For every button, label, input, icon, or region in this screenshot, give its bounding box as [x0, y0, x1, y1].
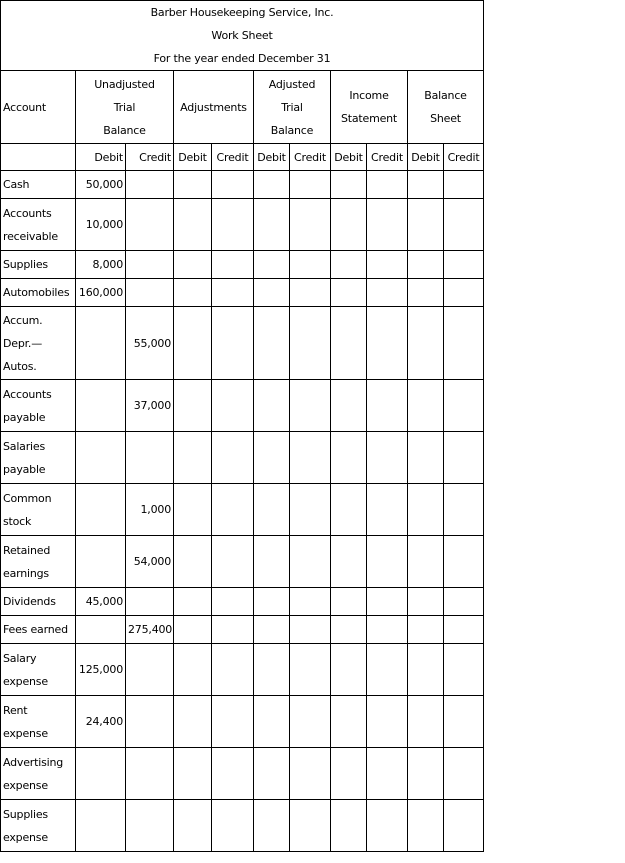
- account-name-line: Retained: [3, 543, 51, 557]
- empty-amount-cell: [212, 307, 254, 380]
- adjustments-header: Adjustments: [174, 71, 254, 144]
- empty-amount-cell: [212, 800, 254, 852]
- empty-amount-cell: [331, 588, 367, 616]
- table-row: [1, 279, 484, 307]
- empty-amount-cell: [331, 380, 367, 432]
- empty-amount-cell: [212, 644, 254, 696]
- empty-amount-cell: [331, 696, 367, 748]
- table-row: [1, 380, 484, 432]
- empty-amount-cell: [290, 616, 331, 644]
- unadjusted-debit-cell: [76, 800, 126, 852]
- empty-amount-cell: [290, 307, 331, 380]
- account-name-line: earnings: [3, 566, 49, 580]
- credit-header: Credit: [444, 144, 484, 171]
- table-row: [1, 800, 484, 852]
- empty-amount-cell: [254, 251, 290, 279]
- empty-amount-cell: [290, 199, 331, 251]
- unadjusted-credit-cell: [126, 644, 174, 696]
- empty-amount-cell: [331, 748, 367, 800]
- empty-amount-cell: [367, 199, 408, 251]
- empty-amount-cell: [331, 616, 367, 644]
- account-name-cell: [1, 432, 76, 484]
- empty-amount-cell: [174, 748, 212, 800]
- unadjusted-credit-cell: 54,000: [126, 536, 174, 588]
- empty-amount-cell: [444, 251, 484, 279]
- empty-amount-cell: [290, 644, 331, 696]
- unadjusted-debit-cell: [76, 380, 126, 432]
- empty-amount-cell: [174, 696, 212, 748]
- empty-amount-cell: [444, 279, 484, 307]
- empty-amount-cell: [254, 616, 290, 644]
- unadjusted-debit-cell: 24,400: [76, 696, 126, 748]
- empty-amount-cell: [444, 307, 484, 380]
- empty-amount-cell: [367, 432, 408, 484]
- header-line: Statement: [340, 112, 398, 125]
- account-name-line: Autos.: [3, 359, 37, 373]
- empty-amount-cell: [444, 484, 484, 536]
- table-row: [1, 484, 484, 536]
- empty-amount-cell: [444, 199, 484, 251]
- account-name-line: Depr.—: [3, 336, 43, 350]
- empty-amount-cell: [254, 588, 290, 616]
- empty-amount-cell: [290, 432, 331, 484]
- empty-amount-cell: [212, 616, 254, 644]
- unadjusted-debit-cell: 45,000: [76, 588, 126, 616]
- empty-amount-cell: [290, 800, 331, 852]
- unadjusted-credit-cell: 275,400: [126, 616, 174, 644]
- account-name-cell: [1, 748, 76, 800]
- account-name-line: Fees earned: [3, 623, 68, 636]
- empty-amount-cell: [290, 748, 331, 800]
- account-name-line: Accounts: [3, 387, 52, 401]
- account-name-cell: [1, 484, 76, 536]
- empty-amount-cell: [444, 588, 484, 616]
- debit-header: Debit: [174, 144, 212, 171]
- empty-amount-cell: [254, 279, 290, 307]
- header-line: Adjusted: [268, 77, 316, 91]
- empty-amount-cell: [174, 199, 212, 251]
- account-name-cell: [1, 800, 76, 852]
- empty-amount-cell: [254, 171, 290, 199]
- account-name-line: Rent: [3, 703, 28, 717]
- credit-header: Credit: [212, 144, 254, 171]
- account-name-cell: [1, 171, 76, 199]
- account-name-line: Accum.: [3, 313, 43, 327]
- account-name-line: expense: [3, 726, 48, 740]
- credit-header: Credit: [126, 144, 174, 171]
- account-name-cell: [1, 536, 76, 588]
- empty-amount-cell: [408, 199, 444, 251]
- empty-amount-cell: [174, 536, 212, 588]
- account-name-line: Automobiles: [3, 286, 70, 299]
- empty-amount-cell: [212, 696, 254, 748]
- header-line: Trial: [281, 100, 303, 114]
- empty-amount-cell: [290, 696, 331, 748]
- unadjusted-debit-cell: [76, 616, 126, 644]
- empty-amount-cell: [212, 588, 254, 616]
- table-row: [1, 171, 484, 199]
- unadjusted-credit-cell: [126, 432, 174, 484]
- empty-amount-cell: [408, 171, 444, 199]
- empty-amount-cell: [290, 171, 331, 199]
- empty-amount-cell: [367, 536, 408, 588]
- table-row: [1, 588, 484, 616]
- empty-amount-cell: [408, 380, 444, 432]
- empty-amount-cell: [174, 800, 212, 852]
- empty-amount-cell: [174, 307, 212, 380]
- empty-amount-cell: [408, 307, 444, 380]
- empty-amount-cell: [408, 696, 444, 748]
- empty-amount-cell: [254, 644, 290, 696]
- balance-sheet-header: [408, 71, 484, 144]
- header-line: Unadjusted: [94, 77, 155, 91]
- empty-amount-cell: [367, 307, 408, 380]
- empty-amount-cell: [254, 307, 290, 380]
- empty-amount-cell: [408, 588, 444, 616]
- empty-amount-cell: [444, 748, 484, 800]
- empty-amount-cell: [174, 380, 212, 432]
- empty-amount-cell: [331, 432, 367, 484]
- credit-header: Credit: [290, 144, 331, 171]
- unadjusted-debit-cell: [76, 536, 126, 588]
- company-name: Barber Housekeeping Service, Inc.: [150, 6, 334, 19]
- empty-amount-cell: [290, 251, 331, 279]
- account-name-cell: [1, 251, 76, 279]
- unadjusted-debit-cell: [76, 307, 126, 380]
- empty-amount-cell: [331, 484, 367, 536]
- blank-header-cell: [1, 144, 76, 171]
- empty-amount-cell: [254, 484, 290, 536]
- empty-amount-cell: [331, 171, 367, 199]
- header-line: Sheet: [430, 112, 461, 125]
- debit-header: Debit: [254, 144, 290, 171]
- header-line: Balance: [424, 89, 467, 102]
- empty-amount-cell: [290, 380, 331, 432]
- unadjusted-credit-cell: [126, 588, 174, 616]
- empty-amount-cell: [174, 616, 212, 644]
- account-name-line: receivable: [3, 229, 58, 243]
- empty-amount-cell: [444, 432, 484, 484]
- account-name-cell: [1, 588, 76, 616]
- account-name-line: Dividends: [3, 595, 56, 608]
- empty-amount-cell: [331, 536, 367, 588]
- account-name-cell: [1, 199, 76, 251]
- unadjusted-debit-cell: 160,000: [76, 279, 126, 307]
- empty-amount-cell: [290, 536, 331, 588]
- empty-amount-cell: [290, 484, 331, 536]
- unadjusted-credit-cell: 37,000: [126, 380, 174, 432]
- empty-amount-cell: [212, 279, 254, 307]
- unadjusted-credit-cell: [126, 251, 174, 279]
- empty-amount-cell: [212, 536, 254, 588]
- statement-period: For the year ended December 31: [153, 52, 331, 65]
- empty-amount-cell: [174, 251, 212, 279]
- empty-amount-cell: [331, 644, 367, 696]
- account-name-cell: [1, 380, 76, 432]
- header-line: Balance: [270, 123, 314, 137]
- column-group-header-row: [1, 71, 484, 144]
- empty-amount-cell: [212, 199, 254, 251]
- empty-amount-cell: [254, 800, 290, 852]
- empty-amount-cell: [212, 484, 254, 536]
- table-row: [1, 696, 484, 748]
- unadjusted-debit-cell: [76, 748, 126, 800]
- empty-amount-cell: [254, 432, 290, 484]
- empty-amount-cell: [290, 279, 331, 307]
- empty-amount-cell: [212, 432, 254, 484]
- account-name-line: Supplies: [3, 807, 48, 821]
- debit-header: Debit: [331, 144, 367, 171]
- empty-amount-cell: [367, 748, 408, 800]
- empty-amount-cell: [331, 279, 367, 307]
- account-name-line: payable: [3, 410, 46, 424]
- account-name-line: Common: [3, 491, 52, 505]
- empty-amount-cell: [367, 171, 408, 199]
- unadjusted-debit-cell: 125,000: [76, 644, 126, 696]
- empty-amount-cell: [367, 696, 408, 748]
- account-name-cell: [1, 279, 76, 307]
- empty-amount-cell: [174, 588, 212, 616]
- empty-amount-cell: [174, 279, 212, 307]
- empty-amount-cell: [408, 251, 444, 279]
- empty-amount-cell: [212, 251, 254, 279]
- empty-amount-cell: [367, 484, 408, 536]
- title-block: [1, 1, 484, 71]
- empty-amount-cell: [254, 536, 290, 588]
- empty-amount-cell: [174, 171, 212, 199]
- unadjusted-credit-cell: [126, 171, 174, 199]
- unadjusted-debit-cell: 8,000: [76, 251, 126, 279]
- table-row: [1, 199, 484, 251]
- debit-header: Debit: [76, 144, 126, 171]
- unadjusted-credit-cell: 55,000: [126, 307, 174, 380]
- empty-amount-cell: [254, 380, 290, 432]
- table-row: [1, 536, 484, 588]
- empty-amount-cell: [408, 616, 444, 644]
- empty-amount-cell: [254, 199, 290, 251]
- credit-header: Credit: [367, 144, 408, 171]
- empty-amount-cell: [174, 644, 212, 696]
- empty-amount-cell: [408, 644, 444, 696]
- unadjusted-debit-cell: 50,000: [76, 171, 126, 199]
- unadjusted-debit-cell: [76, 484, 126, 536]
- empty-amount-cell: [444, 616, 484, 644]
- debit-credit-header-row: [1, 144, 484, 171]
- empty-amount-cell: [331, 199, 367, 251]
- account-name-cell: [1, 644, 76, 696]
- account-name-cell: [1, 307, 76, 380]
- empty-amount-cell: [331, 307, 367, 380]
- empty-amount-cell: [408, 748, 444, 800]
- header-line: Balance: [103, 123, 146, 137]
- empty-amount-cell: [444, 800, 484, 852]
- debit-header: Debit: [408, 144, 444, 171]
- table-row: [1, 644, 484, 696]
- account-name-line: Salaries: [3, 439, 45, 453]
- unadjusted-credit-cell: 1,000: [126, 484, 174, 536]
- table-row: [1, 616, 484, 644]
- unadjusted-debit-cell: [76, 432, 126, 484]
- table-row: [1, 307, 484, 380]
- account-name-line: Advertising: [3, 755, 64, 769]
- empty-amount-cell: [254, 696, 290, 748]
- empty-amount-cell: [444, 696, 484, 748]
- empty-amount-cell: [331, 251, 367, 279]
- account-name-line: expense: [3, 778, 48, 792]
- empty-amount-cell: [367, 616, 408, 644]
- table-row: [1, 251, 484, 279]
- empty-amount-cell: [290, 588, 331, 616]
- empty-amount-cell: [408, 800, 444, 852]
- account-name-line: expense: [3, 830, 48, 844]
- unadjusted-trial-balance-header: [76, 71, 174, 144]
- empty-amount-cell: [367, 279, 408, 307]
- empty-amount-cell: [212, 748, 254, 800]
- empty-amount-cell: [367, 800, 408, 852]
- account-name-line: payable: [3, 462, 46, 476]
- unadjusted-credit-cell: [126, 279, 174, 307]
- empty-amount-cell: [367, 644, 408, 696]
- empty-amount-cell: [444, 171, 484, 199]
- empty-amount-cell: [444, 644, 484, 696]
- empty-amount-cell: [367, 380, 408, 432]
- table-row: [1, 432, 484, 484]
- account-name-line: expense: [3, 674, 48, 688]
- account-name-line: Supplies: [3, 258, 48, 271]
- account-name-line: stock: [3, 514, 32, 528]
- adjusted-trial-balance-header: [254, 71, 331, 144]
- empty-amount-cell: [254, 748, 290, 800]
- empty-amount-cell: [331, 800, 367, 852]
- empty-amount-cell: [212, 171, 254, 199]
- unadjusted-credit-cell: [126, 800, 174, 852]
- empty-amount-cell: [367, 588, 408, 616]
- statement-name: Work Sheet: [211, 29, 273, 42]
- empty-amount-cell: [408, 432, 444, 484]
- empty-amount-cell: [408, 536, 444, 588]
- unadjusted-credit-cell: [126, 696, 174, 748]
- unadjusted-credit-cell: [126, 748, 174, 800]
- empty-amount-cell: [174, 432, 212, 484]
- empty-amount-cell: [444, 536, 484, 588]
- account-name-line: Accounts: [3, 206, 52, 220]
- table-row: [1, 748, 484, 800]
- account-name-cell: [1, 616, 76, 644]
- account-name-cell: [1, 696, 76, 748]
- account-header: Account: [1, 71, 76, 144]
- header-line: Income: [349, 89, 389, 102]
- empty-amount-cell: [212, 380, 254, 432]
- empty-amount-cell: [408, 279, 444, 307]
- title-row: [1, 1, 484, 71]
- empty-amount-cell: [408, 484, 444, 536]
- empty-amount-cell: [444, 380, 484, 432]
- unadjusted-debit-cell: 10,000: [76, 199, 126, 251]
- empty-amount-cell: [367, 251, 408, 279]
- account-name-line: Cash: [3, 178, 30, 191]
- unadjusted-credit-cell: [126, 199, 174, 251]
- empty-amount-cell: [174, 484, 212, 536]
- header-line: Trial: [113, 100, 136, 114]
- income-statement-header: [331, 71, 408, 144]
- account-name-line: Salary: [3, 651, 37, 665]
